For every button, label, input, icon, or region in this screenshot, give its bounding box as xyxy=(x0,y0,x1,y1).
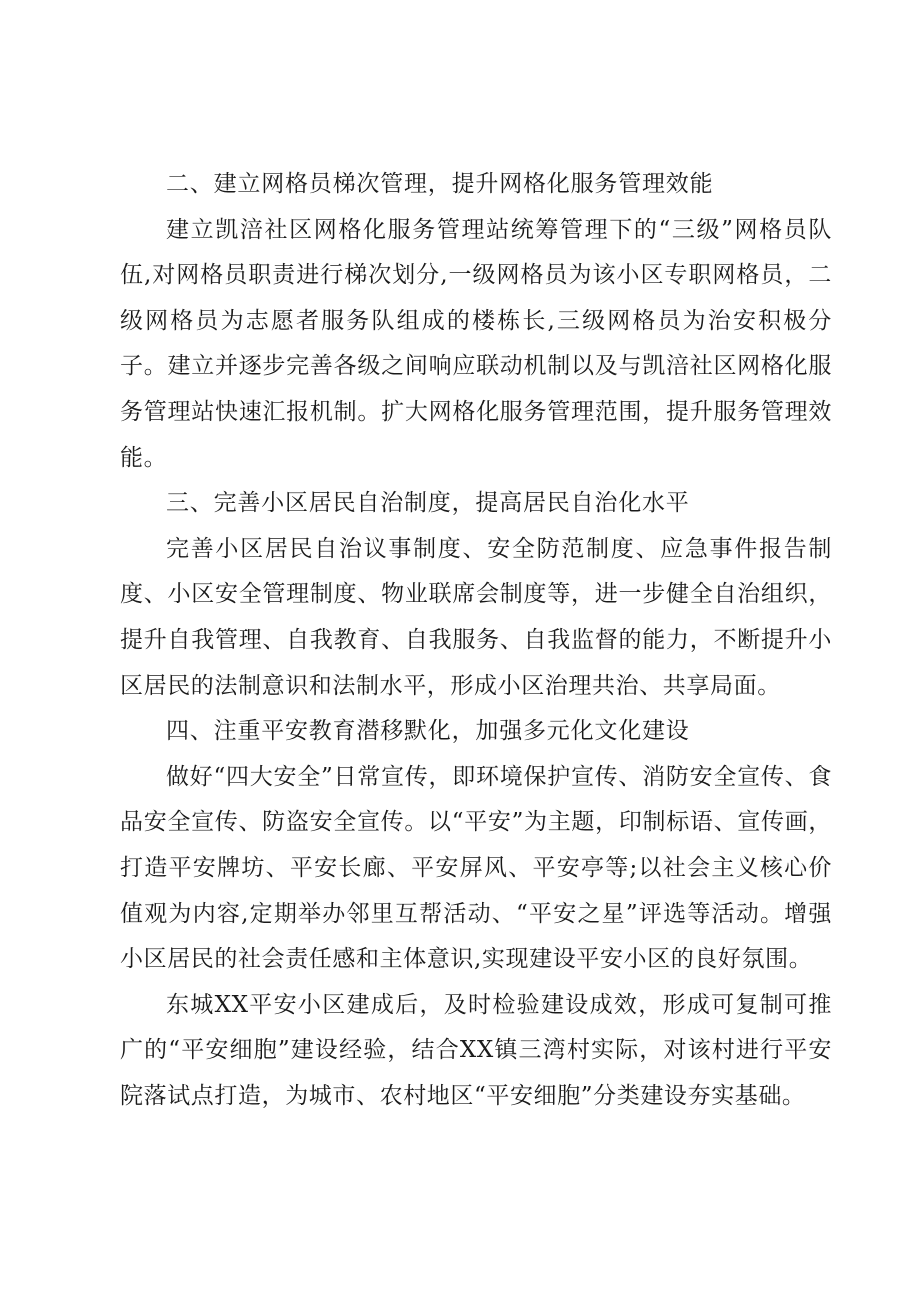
section-heading-4: 四、注重平安教育潜移默化，加强多元化文化建设 xyxy=(166,718,690,745)
section-heading-2: 二、建立网格员梯次管理，提升网格化服务管理效能 xyxy=(166,171,714,197)
paragraph-resident-autonomy: 完善小区居民自治议事制度、安全防范制度、应急事件报告制度、小区安全管理制度、物业联席会制度等，进一步健全自治组织，提升自我管理、自我教育、自我服务、自我监督的能力，不断提升小区居民的法制意识和法制水平，形成小区治理共治、共享局面。 xyxy=(120,535,832,699)
section-heading-3: 三、完善小区居民自治制度，提高居民自治化水平 xyxy=(166,490,690,517)
paragraph-grid-management: 建立凯涪社区网格化服务管理站统筹管理下的“三级”网格员队伍,对网格员职责进行梯次划分,一级网格员为该小区专职网格员，二级网格员为志愿者服务队组成的楼栋长,三级网格员为治安积极分子。建立并逐步完善各级之间响应联动机制以及与凯涪社区网格化服务管理站快速汇报机制。扩大网格化服务管理范围，提升服务管理效能。 xyxy=(120,216,832,471)
paragraph-conclusion: 东城XX平安小区建成后，及时检验建设成效，形成可复制可推广的“平安细胞”建设经验，结合XX镇三湾村实际，对该村进行平安院落试点打造，为城市、农村地区“平安细胞”分类建设夯实基础。 xyxy=(120,991,832,1109)
paragraph-safety-education: 做好“四大安全”日常宣传，即环境保护宣传、消防安全宣传、食品安全宣传、防盗安全宣传。以“平安”为主题，印制标语、宣传画，打造平安牌坊、平安长廊、平安屏风、平安亭等;以社会主义核心价值观为内容,定期举办邻里互帮活动、“平安之星”评选等活动。增强小区居民的社会责任感和主体意识,实现建设平安小区的良好氛围。 xyxy=(120,763,832,973)
document-body xyxy=(120,162,832,1119)
